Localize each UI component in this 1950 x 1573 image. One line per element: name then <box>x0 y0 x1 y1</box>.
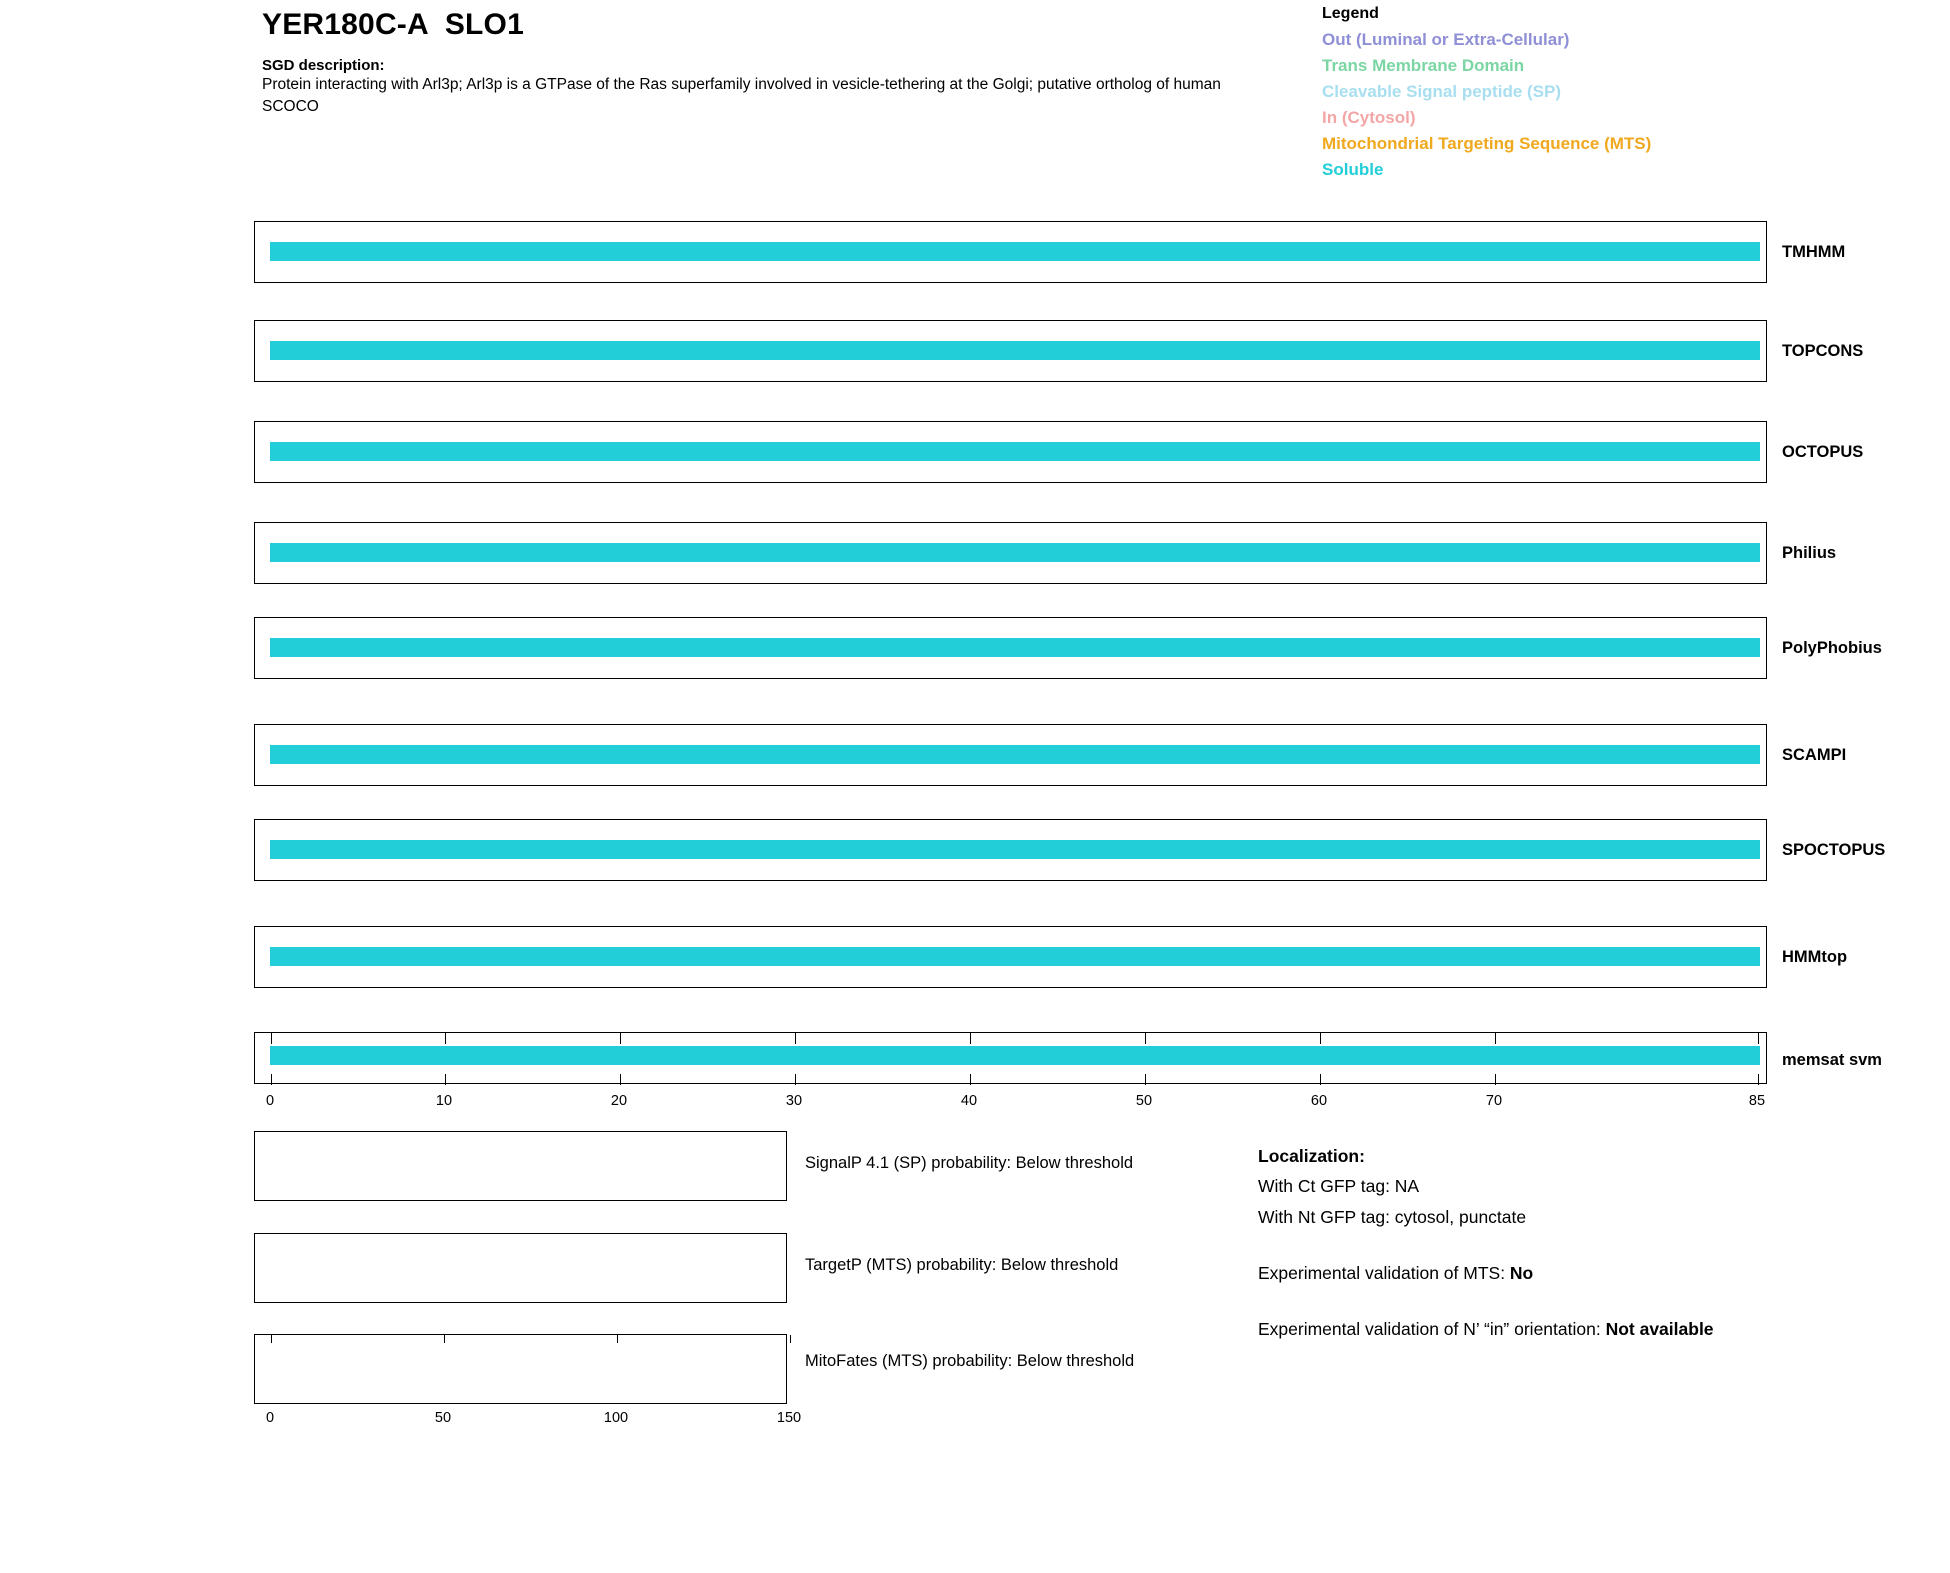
targetp-panel <box>254 1233 787 1303</box>
soluble-segment <box>270 947 1760 966</box>
nt-gfp-line: With Nt GFP tag: cytosol, punctate <box>1258 1206 1527 1227</box>
page-title: YER180C-A SLO1 <box>262 8 524 41</box>
track-label: TOPCONS <box>1782 342 1864 360</box>
track-label: SPOCTOPUS <box>1782 841 1886 859</box>
soluble-segment <box>270 840 1760 859</box>
axis-tick-40: 40 <box>960 1093 978 1109</box>
axis-tick-85: 85 <box>1748 1093 1766 1109</box>
soluble-segment <box>270 543 1760 562</box>
legend-item-mts: Mitochondrial Targeting Sequence (MTS) <box>1322 134 1652 153</box>
axis-tick-0: 0 <box>265 1093 275 1109</box>
axis-tick-10: 10 <box>435 1093 453 1109</box>
soluble-segment <box>270 745 1760 764</box>
legend-item-sp: Cleavable Signal peptide (SP) <box>1322 82 1562 101</box>
track-label: OCTOPUS <box>1782 443 1864 461</box>
track-label: PolyPhobius <box>1782 639 1882 657</box>
mts-validation-label: Experimental validation of MTS: <box>1258 1263 1510 1284</box>
mts-validation-line <box>1258 1259 1898 1287</box>
axis-bottom-tick-50: 50 <box>434 1410 452 1426</box>
axis-tick-50: 50 <box>1135 1093 1153 1109</box>
sgd-description-text: Protein interacting with Arl3p; Arl3p is a GTPase of the Ras superfamily involved in vesicle-tethering at the Golgi; putative ortholog of human SCOCO <box>262 76 1221 116</box>
legend-item-soluble: Soluble <box>1322 160 1384 179</box>
legend-item-out: Out (Luminal or Extra-Cellular) <box>1322 30 1570 49</box>
axis-bottom-tick-100: 100 <box>603 1410 629 1426</box>
soluble-segment <box>270 638 1760 657</box>
track-label: memsat svm <box>1782 1051 1882 1069</box>
targetp-note: TargetP (MTS) probability: Below threshold <box>805 1256 1119 1274</box>
axis-bottom-tick-150: 150 <box>776 1410 802 1426</box>
track-label: HMMtop <box>1782 948 1848 966</box>
legend <box>1322 5 1922 183</box>
soluble-segment <box>270 442 1760 461</box>
soluble-segment <box>270 242 1760 261</box>
orientation-validation-value: Not available <box>1605 1319 1714 1340</box>
sgd-description-label: SGD description: <box>262 57 385 74</box>
mitofates-panel <box>254 1334 787 1404</box>
axis-tick-60: 60 <box>1310 1093 1328 1109</box>
soluble-segment <box>270 341 1760 360</box>
legend-item-in: In (Cytosol) <box>1322 108 1416 127</box>
signalp-panel <box>254 1131 787 1201</box>
axis-tick-30: 30 <box>785 1093 803 1109</box>
residue-axis-top <box>254 1093 1767 1115</box>
orientation-validation-line <box>1258 1315 1898 1343</box>
localization-heading: Localization: <box>1258 1146 1365 1166</box>
track-label: TMHMM <box>1782 243 1846 261</box>
signalp-note: SignalP 4.1 (SP) probability: Below threshold <box>805 1154 1134 1172</box>
track-label: SCAMPI <box>1782 746 1847 764</box>
ct-gfp-line: With Ct GFP tag: NA <box>1258 1176 1420 1197</box>
mitofates-note: MitoFates (MTS) probability: Below threshold <box>805 1352 1135 1370</box>
axis-tick-20: 20 <box>610 1093 628 1109</box>
legend-item-tmd: Trans Membrane Domain <box>1322 56 1525 75</box>
mts-validation-value: No <box>1509 1263 1534 1284</box>
axis-tick-70: 70 <box>1485 1093 1503 1109</box>
localization-info <box>1258 1142 1898 1346</box>
legend-title: Legend <box>1322 5 1379 22</box>
track-label: Philius <box>1782 544 1837 562</box>
soluble-segment <box>270 1046 1760 1065</box>
axis-bottom-tick-0: 0 <box>265 1410 275 1426</box>
residue-axis-bottom <box>254 1410 802 1430</box>
orientation-validation-label: Experimental validation of N’ “in” orientation: <box>1258 1319 1606 1340</box>
